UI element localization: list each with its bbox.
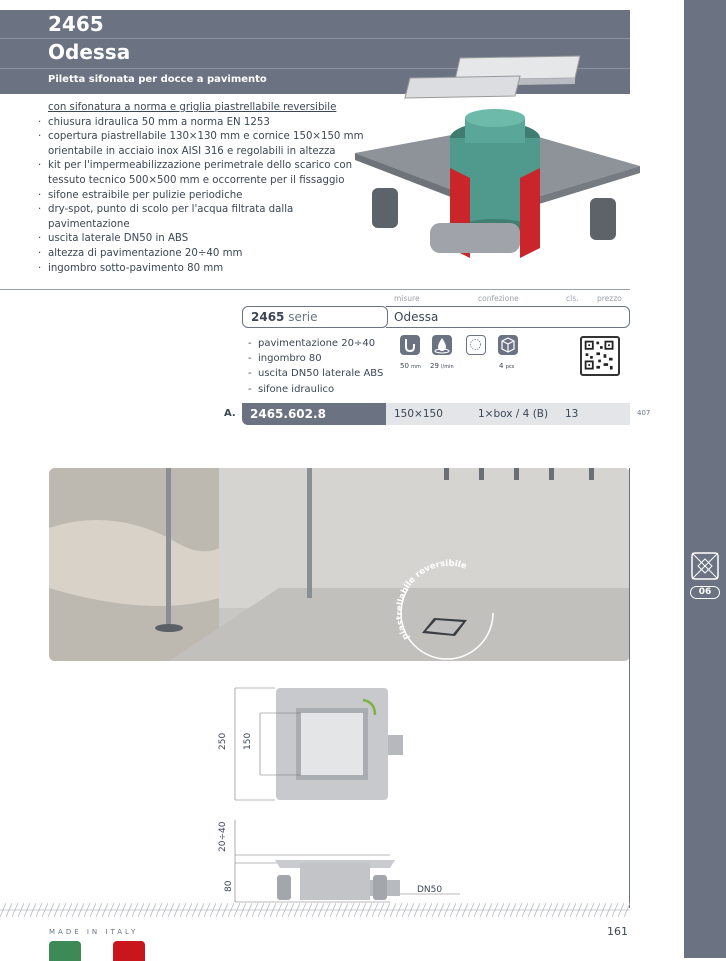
feature-list	[38, 101, 368, 276]
siphon-seal-label: 50 mm	[400, 362, 421, 370]
feature-item: · ingombro sotto-pavimento 80 mm	[38, 262, 368, 277]
grate-pattern-icon	[466, 335, 486, 355]
article-cls: 13	[565, 408, 579, 420]
feature-item: · sifone estraibile per pulizie periodiche	[38, 189, 368, 204]
flow-rate-label: 29 l/min	[430, 362, 454, 370]
siphon-seal-icon	[400, 335, 420, 355]
product-code-title: 2465	[48, 12, 104, 36]
feature-item: con sifonatura a norma e griglia piastrellabile reversibile	[48, 102, 337, 113]
spec-item: - ingombro 80	[248, 351, 383, 366]
dim-80: 80	[224, 880, 234, 892]
col-header-confezione: confezione	[478, 294, 519, 303]
installation-photo	[49, 468, 630, 661]
dim-250: 250	[218, 732, 228, 750]
product-name-title: Odessa	[48, 40, 131, 64]
technical-drawing	[215, 680, 465, 905]
dim-150: 150	[243, 732, 253, 750]
flag-red	[113, 941, 145, 961]
qr-code[interactable]	[580, 336, 620, 376]
price-page-reference: 407	[637, 409, 651, 417]
col-header-cls: cls.	[566, 294, 579, 303]
series-product-name: Odessa	[386, 306, 630, 328]
feature-item: · dry-spot, punto di scolo per l'acqua filtrata dalla pavimentazione	[38, 203, 368, 232]
feature-item: · altezza di pavimentazione 20÷40 mm	[38, 247, 368, 262]
spec-item: - pavimentazione 20÷40	[248, 336, 383, 351]
article-confezione: 1×box / 4 (B)	[478, 408, 549, 420]
feature-item: · chiusura idraulica 50 mm a norma EN 1253	[38, 116, 368, 131]
feature-item: · copertura piastrellabile 130×130 mm e cornice 150×150 mm orientabile in acciaio inox AISI 316 e regolabili in altezza	[38, 130, 368, 159]
row-letter: A.	[224, 408, 236, 419]
article-code: 2465.602.8	[242, 403, 388, 425]
column-rule	[629, 468, 630, 908]
series-code: 2465	[251, 310, 285, 324]
made-in-italy: MADE IN ITALY	[49, 928, 139, 936]
box-package-label: 4 pcs	[499, 362, 515, 370]
series-word: serie	[288, 310, 318, 324]
category-drain-icon	[690, 551, 720, 581]
hatched-rule	[0, 903, 630, 917]
col-header-prezzo: prezzo	[597, 294, 622, 303]
col-header-misure: misure	[394, 294, 420, 303]
category-number-badge: 06	[690, 586, 720, 599]
flag-green	[49, 941, 81, 961]
article-misure: 150×150	[394, 408, 443, 420]
page-number: 161	[607, 925, 628, 938]
section-divider	[0, 289, 630, 290]
spec-list	[248, 336, 383, 397]
photo-caption: piastrellabile reversibile	[394, 558, 468, 642]
feature-item: · uscita laterale DN50 in ABS	[38, 232, 368, 247]
dim-dn50: DN50	[417, 885, 443, 895]
spec-item: - sifone idraulico	[248, 382, 383, 397]
spec-item: - uscita DN50 laterale ABS	[248, 366, 383, 381]
sidebar-band	[684, 0, 726, 958]
product-subtitle: Piletta sifonata per docce a pavimento	[48, 74, 267, 85]
feature-item: · kit per l'impermeabilizzazione perimetrale dello scarico con tessuto tecnico 500×500 mm e occorrente per il fissaggio	[38, 159, 368, 188]
dim-20-40: 20÷40	[218, 821, 228, 852]
box-package-icon	[498, 335, 518, 355]
product-exploded-illustration	[350, 48, 640, 268]
header-divider	[0, 38, 630, 39]
series-label	[242, 306, 388, 328]
flow-rate-icon	[432, 335, 452, 355]
